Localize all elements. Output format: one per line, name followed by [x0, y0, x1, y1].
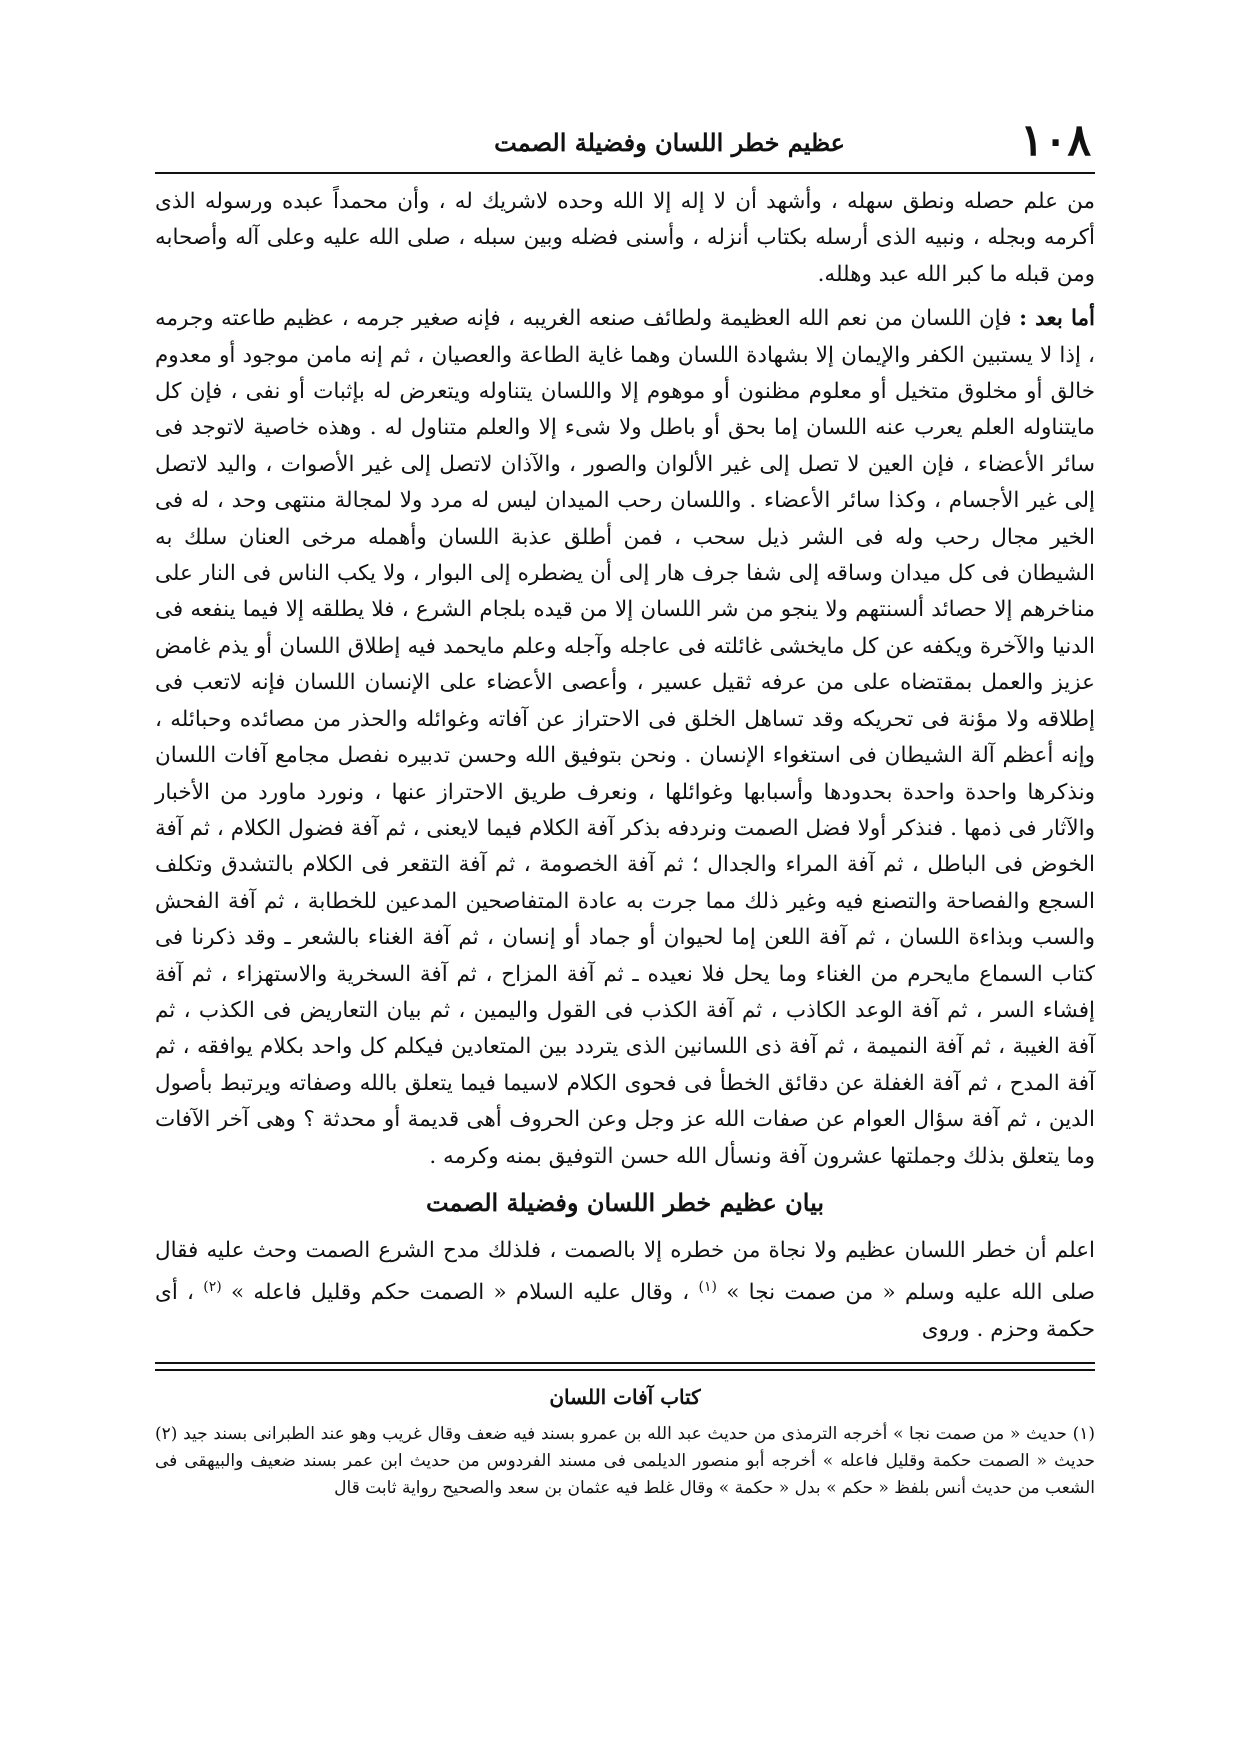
footnote-ref-2: (٢)	[203, 1279, 222, 1296]
section-heading: بيان عظيم خطر اللسان وفضيلة الصمت	[425, 1187, 825, 1217]
section-paragraph-part2: ، وقال عليه السلام « الصمت حكم وقليل فاعله »	[231, 1280, 690, 1306]
page	[155, 112, 1095, 1502]
main-paragraph	[155, 301, 1095, 1175]
body-text	[155, 184, 1095, 1348]
footnotes: (١) حديث « من صمت نجا » أخرجه الترمذى من حديث عبد الله بن عمرو بسند فيه ضعف وقال غريب وهو عند الطبرانى بسند جيد (٢) حديث « الصمت حكمة وقليل فاعله » أخرجه أبو منصور الديلمى فى مسند الفردوس من حديث ابن عمر بسند ضعيف والبيهقى فى الشعب من حديث أنس بلفظ « حكم » بدل « حكمة » وقال غلط فيه عثمان بن سعد والصحيح رواية ثابت قال	[155, 1424, 1095, 1499]
section-paragraph	[155, 1233, 1095, 1348]
section-paragraph-part1: اعلم أن خطر اللسان عظيم ولا نجاة من خطره إلا بالصمت ، فلذلك مدح الشرع الصمت وحث عليه فقال صلى الله عليه وسلم « من صمت نجا »	[155, 1237, 1095, 1306]
main-paragraph-text: فإن اللسان من نعم الله العظيمة ولطائف صنعه الغريبه ، فإنه صغير جرمه ، عظيم طاعته وجرمه ، إذا لا يستبين الكفر والإيمان إلا بشهادة اللسان وهما غاية الطاعة والعصيان ، ثم إنه مامن موجود أو معدوم خالق أو مخلوق متخيل أو معلوم مظنون أو موهوم إلا واللسان يتناوله ويتعرض له بإثبات أو نفى ، فإن كل مايتناوله العلم يعرب عنه اللسان إما بحق أو باطل ولا شىء إلا والعلم متناول له . وهذه خاصية لاتوجد فى سائر الأعضاء ، فإن العين لا تصل إلى غير الألوان والصور ، والآذان لاتصل إلى غير الأصوات ، واليد لاتصل إلى غير الأجسام ، وكذا سائر الأعضاء . واللسان رحب الميدان ليس له مرد ولا لمجالة منتهى وحد ، له فى الخير مجال رحب وله فى الشر ذيل سحب ، فمن أطلق عذبة اللسان وأهمله مرخى العنان سلك به الشيطان فى كل ميدان وساقه إلى شفا جرف هار إلى أن يضطره إلى البوار ، ولا يكب الناس فى النار على مناخرهم إلا حصائد ألسنتهم ولا ينجو من شر اللسان إلا من قيده بلجام الشرع ، فلا يطلقه إلا فيما ينفعه فى الدنيا والآخرة ويكفه عن كل مايخشى غائلته فى عاجله وآجله وعلم مايحمد فيه إطلاق اللسان أو يذم غامض عزيز والعمل بمقتضاه على من عرفه ثقيل عسير ، وأعصى الأعضاء على الإنسان اللسان فإنه لاتعب فى إطلاقه ولا مؤنة فى تحريكه وقد تساهل الخلق فى الاحتراز عن آفاته وغوائله والحذر من مصائده وحبائله ، وإنه أعظم آلة الشيطان فى استغواء الإنسان . ونحن بتوفيق الله وحسن تدبيره نفصل مجامع آفات اللسان ونذكرها واحدة واحدة بحدودها وأسبابها وغوائلها ، ونعرف طريق الاحتراز عنها ، ونورد ماورد من الأخبار والآثار فى ذمها . فنذكر أولا فضل الصمت ونردفه بذكر آفة الكلام فيما لايعنى ، ثم آفة فضول الكلام ، ثم آفة الخوض فى الباطل ، ثم آفة المراء والجدال ؛ ثم آفة الخصومة ، ثم آفة التقعر فى الكلام بالتشدق وتكلف السجع والفصاحة والتصنع فيه وغير ذلك مما جرت به عادة المتفاصحين المدعين للخطابة ، ثم آفة الفحش والسب وبذاءة اللسان ، ثم آفة اللعن إما لحيوان أو جماد أو إنسان ، ثم آفة الغناء بالشعر ـ وقد ذكرنا فى كتاب السماع مايحرم من الغناء وما يحل فلا نعيده ـ ثم آفة المزاح ، ثم آفة السخرية والاستهزاء ، ثم آفة إفشاء السر ، ثم آفة الوعد الكاذب ، ثم آفة الكذب فى القول واليمين ، ثم بيان التعاريض فى الكذب ، ثم آفة الغيبة ، ثم آفة النميمة ، ثم آفة ذى اللسانين الذى يتردد بين المتعادين فيكلم كل واحد بكلام يوافقه ، ثم آفة المدح ، ثم آفة الغفلة عن دقائق الخطأ فى فحوى الكلام لاسيما فيما يتعلق بالله وصفاته ويرتبط بأصول الدين ، ثم آفة سؤال العوام عن صفات الله عز وجل وعن الحروف أهى قديمة أو محدثة ؟ وهى آخر الآفات وما يتعلق بذلك وجملتها عشرون آفة ونسأل الله حسن التوفيق بمنه وكرمه .	[155, 306, 1095, 1169]
section-paragraph-part3: ، أى حكمة وحزم . وروى	[155, 1280, 1095, 1342]
page-header	[155, 112, 1095, 174]
paragraph-lead: أما بعد :	[1019, 306, 1095, 332]
page-number: ١٠٨	[1020, 115, 1091, 166]
running-title: عظيم خطر اللسان وفضيلة الصمت	[494, 128, 845, 157]
footnote-ref-1: (١)	[698, 1279, 717, 1296]
opening-paragraph: من علم حصله ونطق سهله ، وأشهد أن لا إله إلا الله وحده لاشريك له ، وأن محمداً عبده ورسوله الذى أكرمه وبجله ، ونبيه الذى أرسله بكتاب أنزله ، وأسنى فضله وبين سبله ، صلى الله عليه وعلى آله وأصحابه ومن قبله ما كبر الله عبد وهلله.	[155, 189, 1095, 287]
book-reference: كتاب آفات اللسان	[549, 1385, 701, 1410]
footnote-divider	[155, 1362, 1095, 1371]
